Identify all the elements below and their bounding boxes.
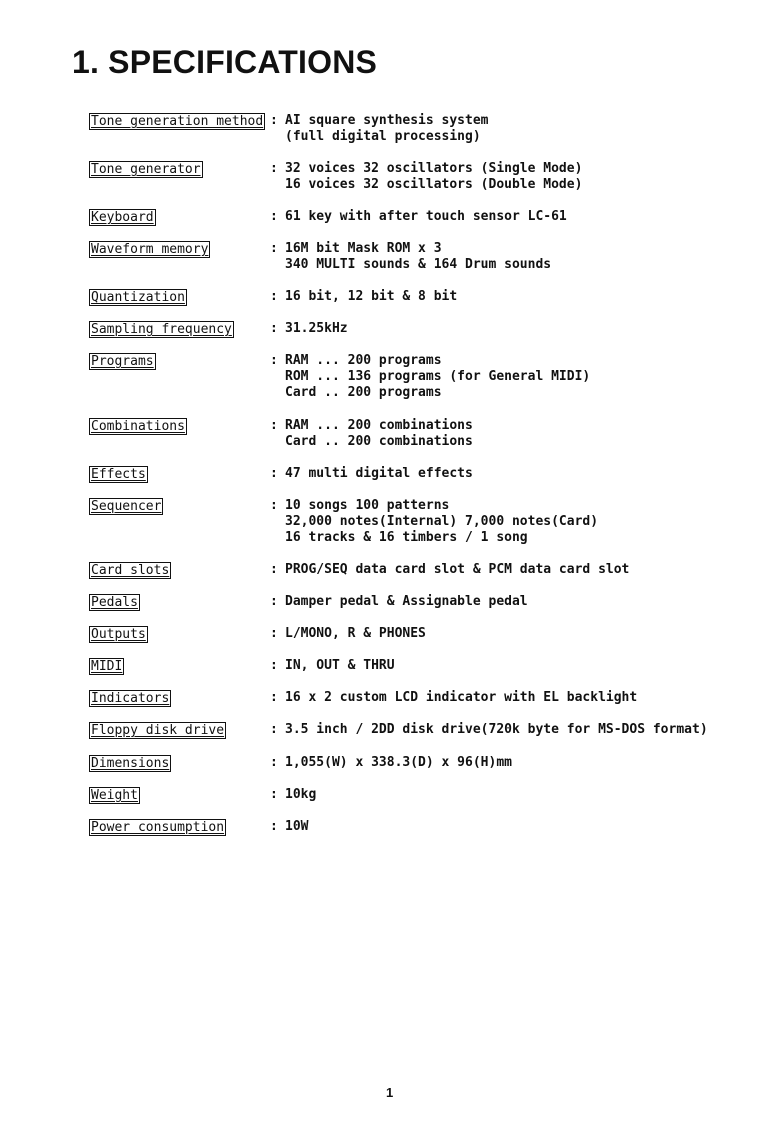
spec-value-line: Card .. 200 programs: [285, 385, 442, 400]
spec-label: Weight: [91, 788, 138, 803]
spec-label: Power consumption: [91, 820, 225, 835]
spec-value: [285, 241, 551, 273]
spec-colon: :: [270, 819, 278, 834]
spec-value: [285, 658, 395, 674]
spec-value: [285, 113, 489, 145]
spec-value-line: Card .. 200 combinations: [285, 434, 473, 449]
spec-value: [285, 209, 567, 225]
spec-value-line: 10W: [285, 819, 309, 834]
spec-value-line: 3.5 inch / 2DD disk drive(720k byte for MS-DOS format): [285, 722, 708, 737]
spec-value-line: 61 key with after touch sensor LC-61: [285, 209, 567, 224]
spec-value: [285, 353, 590, 401]
spec-value-line: IN, OUT & THRU: [285, 658, 395, 673]
spec-label: Programs: [91, 354, 154, 369]
spec-colon: :: [270, 498, 278, 513]
spec-label: Pedals: [91, 595, 138, 610]
spec-value: [285, 321, 348, 337]
spec-value: [285, 466, 473, 482]
spec-label: Dimensions: [91, 756, 170, 771]
spec-value: [285, 755, 512, 771]
spec-value-line: 16 voices 32 oscillators (Double Mode): [285, 177, 583, 192]
spec-value-line: ROM ... 136 programs (for General MIDI): [285, 369, 591, 384]
spec-value: [285, 289, 457, 305]
spec-label: Sampling frequency: [91, 322, 232, 337]
spec-label: Combinations: [91, 419, 185, 434]
spec-colon: :: [270, 161, 278, 176]
spec-colon: :: [270, 722, 278, 737]
spec-colon: :: [270, 241, 278, 256]
spec-value-line: 10 songs 100 patterns: [285, 498, 450, 513]
spec-value-line: 32,000 notes(Internal) 7,000 notes(Card): [285, 514, 599, 529]
spec-colon: :: [270, 113, 278, 128]
spec-value-line: RAM ... 200 programs: [285, 353, 442, 368]
spec-value-line: AI square synthesis system: [285, 113, 489, 128]
spec-colon: :: [270, 690, 278, 705]
spec-value-line: 16 tracks & 16 timbers / 1 song: [285, 530, 528, 545]
spec-value: [285, 722, 708, 738]
spec-colon: :: [270, 658, 278, 673]
spec-value-line: 16M bit Mask ROM x 3: [285, 241, 442, 256]
page-number: 1: [386, 1085, 394, 1100]
spec-label: Card slots: [91, 563, 170, 578]
spec-colon: :: [270, 755, 278, 770]
spec-colon: :: [270, 209, 278, 224]
spec-label: Sequencer: [91, 499, 162, 514]
spec-colon: :: [270, 321, 278, 336]
spec-label: Keyboard: [91, 210, 154, 225]
spec-colon: :: [270, 353, 278, 368]
spec-value-line: 16 x 2 custom LCD indicator with EL backlight: [285, 690, 638, 705]
spec-label: Quantization: [91, 290, 185, 305]
spec-value: [285, 819, 308, 835]
spec-label: Floppy disk drive: [91, 723, 225, 738]
spec-value-line: Damper pedal & Assignable pedal: [285, 594, 528, 609]
spec-value-line: 340 MULTI sounds & 164 Drum sounds: [285, 257, 552, 272]
spec-value: [285, 161, 582, 193]
spec-value-line: 16 bit, 12 bit & 8 bit: [285, 289, 458, 304]
spec-label: Effects: [91, 467, 146, 482]
spec-colon: :: [270, 626, 278, 641]
spec-value: [285, 626, 426, 642]
spec-label: Indicators: [91, 691, 170, 706]
spec-colon: :: [270, 466, 278, 481]
spec-colon: :: [270, 562, 278, 577]
spec-value-line: RAM ... 200 combinations: [285, 418, 473, 433]
spec-value: [285, 594, 528, 610]
spec-value-line: PROG/SEQ data card slot & PCM data card slot: [285, 562, 630, 577]
spec-colon: :: [270, 418, 278, 433]
spec-colon: :: [270, 594, 278, 609]
spec-label: Outputs: [91, 627, 146, 642]
spec-label: Waveform memory: [91, 242, 209, 257]
spec-value: [285, 498, 598, 546]
spec-label: Tone generator: [91, 162, 201, 177]
spec-label: Tone generation method: [91, 114, 264, 129]
spec-value-line: 31.25kHz: [285, 321, 348, 336]
spec-value: [285, 690, 637, 706]
spec-value-line: L/MONO, R & PHONES: [285, 626, 426, 641]
spec-value-line: (full digital processing): [285, 129, 481, 144]
spec-value: [285, 418, 473, 450]
spec-colon: :: [270, 289, 278, 304]
spec-label: MIDI: [91, 659, 123, 674]
spec-value-line: 10kg: [285, 787, 317, 802]
spec-colon: :: [270, 787, 278, 802]
spec-value-line: 47 multi digital effects: [285, 466, 473, 481]
spec-value-line: 32 voices 32 oscillators (Single Mode): [285, 161, 583, 176]
spec-value-line: 1,055(W) x 338.3(D) x 96(H)mm: [285, 755, 512, 770]
spec-value: [285, 787, 316, 803]
page-title: 1. SPECIFICATIONS: [72, 44, 378, 80]
spec-value: [285, 562, 629, 578]
